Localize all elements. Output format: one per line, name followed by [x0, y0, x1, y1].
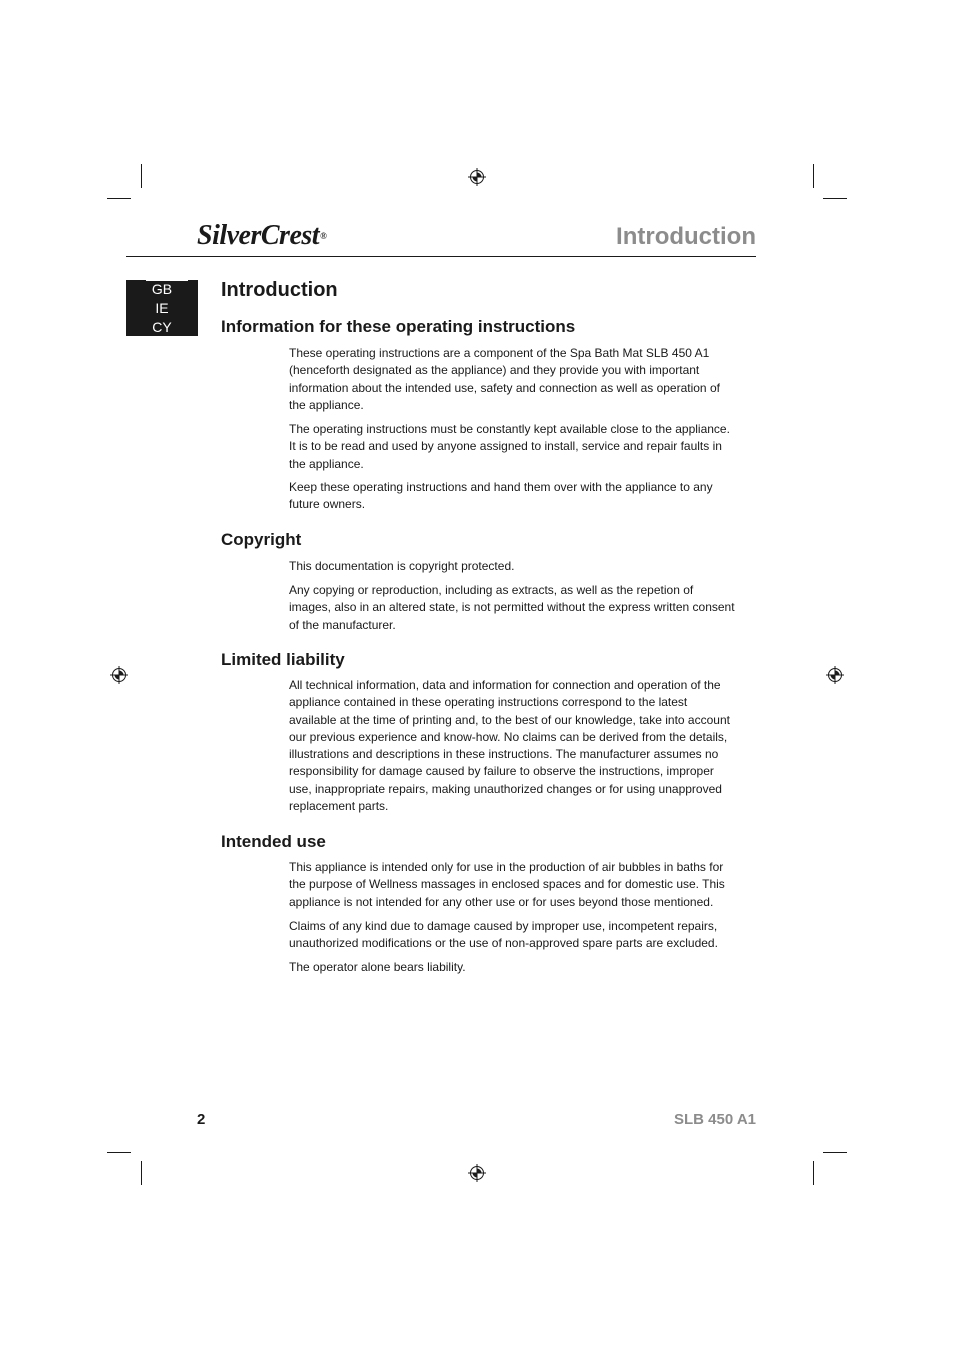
registration-target-icon	[468, 168, 486, 186]
paragraph: Any copying or reproduction, including as extracts, as well as the repetion of images, also in an altered state, is not permitted without the express written consent of the manufacturer.	[289, 583, 735, 632]
section-heading: Copyright	[221, 530, 302, 549]
paragraph: The operating instructions must be constantly kept available close to the appliance. It is to be read and used by anyone assigned to install, service and repair faults in the appliance.	[289, 422, 730, 471]
country-code: IE	[155, 300, 169, 316]
crop-mark	[141, 164, 142, 188]
crop-mark	[107, 198, 131, 199]
paragraph: This appliance is intended only for use in the production of air bubbles in baths for the purpose of Wellness massages in enclosed spaces and for domestic use. This appliance is not intended for any other use or for uses beyond those mentioned.	[289, 860, 725, 909]
crop-mark	[823, 1152, 847, 1153]
paragraph: These operating instructions are a component of the Spa Bath Mat SLB 450 A1 (henceforth designated as the appliance) and they provide you with important information about the intended use, safety and connection as well as operation of the appliance.	[289, 346, 720, 412]
registered-mark: ®	[320, 231, 327, 241]
crop-mark	[823, 198, 847, 199]
country-tab	[126, 280, 198, 336]
paragraph: Claims of any kind due to damage caused by improper use, incompetent repairs, unauthorized modifications or the use of non-approved spare parts are excluded.	[289, 919, 718, 951]
section-heading: Information for these operating instructions	[221, 317, 576, 336]
page-number: 2	[197, 1111, 206, 1128]
brand-logo	[197, 221, 326, 251]
header-section-title: Introduction	[616, 223, 756, 250]
header-divider	[126, 256, 756, 257]
country-code: GB	[151, 281, 173, 297]
crop-mark	[813, 164, 814, 188]
model-number: SLB 450 A1	[674, 1111, 756, 1128]
paragraph: Keep these operating instructions and hand them over with the appliance to any future owners.	[289, 480, 713, 512]
registration-target-icon	[468, 1164, 486, 1182]
crop-mark	[141, 1161, 142, 1185]
brand-logo-text: SilverCrest	[197, 220, 320, 251]
page-title: Introduction	[221, 279, 338, 301]
paragraph: The operator alone bears liability.	[289, 960, 466, 974]
crop-mark	[107, 1152, 131, 1153]
section-heading: Limited liability	[221, 650, 345, 669]
country-code: CY	[152, 319, 172, 335]
crop-mark	[813, 1161, 814, 1185]
section-heading: Intended use	[221, 832, 326, 851]
paragraph: All technical information, data and information for connection and operation of the appliance contained in these operating instructions correspond to the latest available at the time of printing and, to the best of our knowledge, take into account our previous experience and know-how. No claims can be derived from the details, illustrations and descriptions in these instructions. The manufacturer assumes no responsibility for damage caused by failure to observe the instructions, improper use, inappropriate repairs, making unauthorized changes or for using unapproved replacement parts.	[289, 678, 730, 814]
country-tab-rule	[146, 280, 188, 281]
registration-target-icon	[826, 666, 844, 684]
registration-target-icon	[110, 666, 128, 684]
paragraph: This documentation is copyright protected.	[289, 559, 515, 573]
